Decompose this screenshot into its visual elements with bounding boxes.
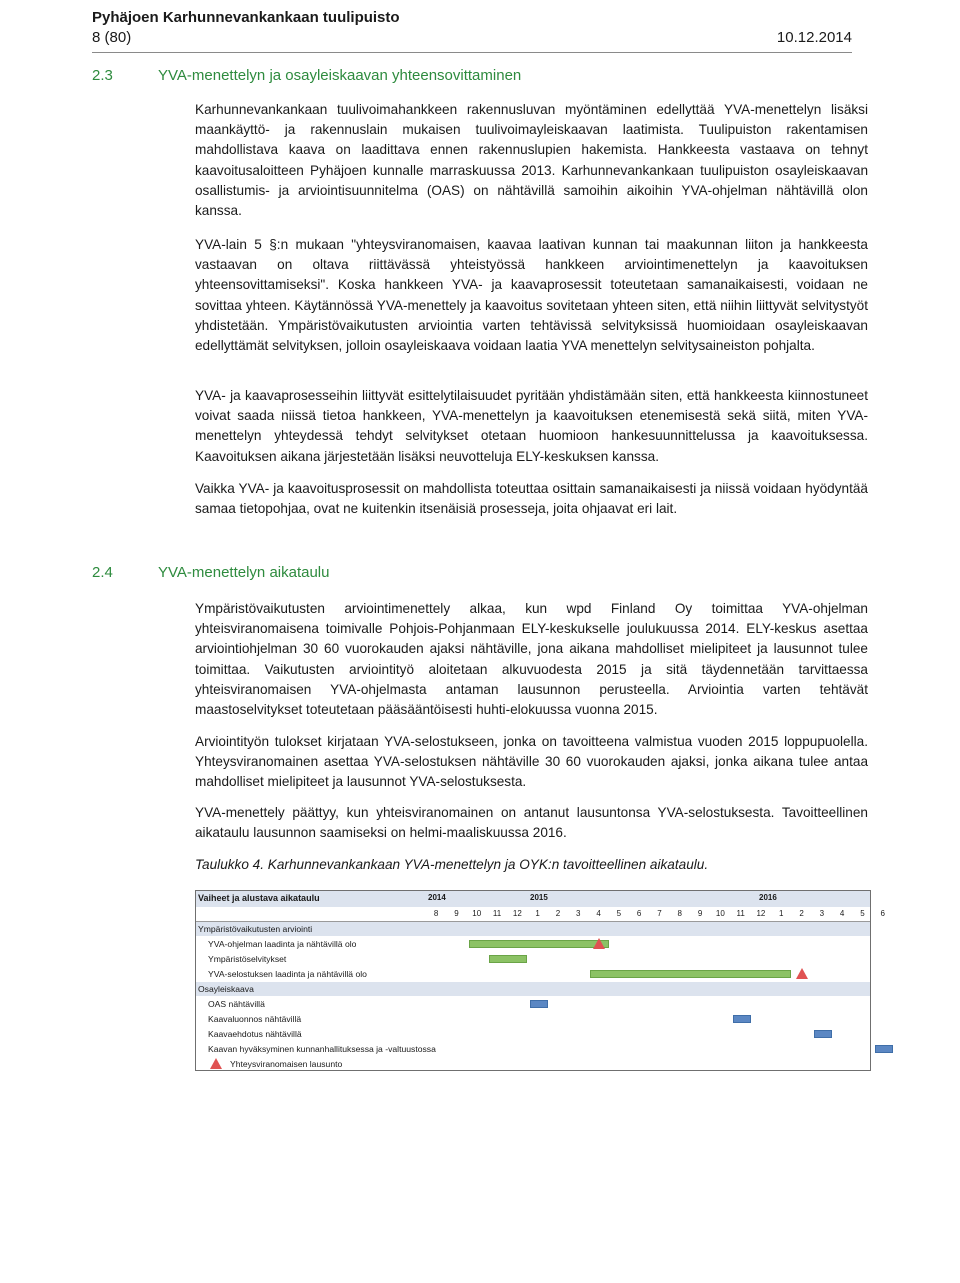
section-number: 2.4: [92, 564, 113, 581]
paragraph: YVA- ja kaavaprosesseihin liittyvät esittelytilaisuudet pyritään yhdistämään siten, että hankkeesta kiinnostuneet voivat saada niissä tietoa hankkeen, YVA-menettelyn ja kaavoituksen etenemisestä sekä siitä, miten YVA-menettelyn yhteydessä tehdyt selvitykset otetaan huomioon hankesuunnittelussa ja kaavoituksessa. Kaavoituksen aikana järjestetään lisäksi neuvotteluja ELY-keskuksen kanssa.: [195, 388, 868, 464]
month-label: 6: [636, 909, 642, 918]
month-label: 11: [492, 909, 502, 918]
task-label: Kaavan hyväksyminen kunnanhallituksessa ja -valtuustossa: [208, 1044, 436, 1054]
schedule-bar: [733, 1015, 751, 1023]
schedule-bar: [814, 1030, 832, 1038]
header-divider: [92, 52, 852, 53]
gantt-task-row: [196, 1027, 870, 1041]
task-label: YVA-ohjelman laadinta ja nähtävillä olo: [208, 939, 357, 949]
group-label: Osayleiskaava: [198, 984, 254, 994]
month-label: 8: [677, 909, 682, 918]
document-date: 10.12.2014: [776, 29, 852, 46]
month-label: 4: [839, 909, 845, 918]
task-label: Kaavaehdotus nähtävillä: [208, 1029, 302, 1039]
month-label: 12: [512, 909, 522, 918]
gantt-group-row: [196, 922, 870, 936]
schedule-bar: [489, 955, 528, 963]
month-label: 3: [819, 909, 825, 918]
page-number: 8 (80): [92, 29, 132, 46]
gantt-task-row: [196, 997, 870, 1011]
gantt-legend-row: [196, 1057, 870, 1071]
warning-triangle-icon: [796, 968, 808, 979]
section-title: YVA-menettelyn aikataulu: [158, 564, 330, 581]
schedule-bar: [530, 1000, 548, 1008]
schedule-gantt-table: [195, 890, 885, 1071]
table-caption: Taulukko 4. Karhunnevankankaan YVA-menettelyn ja OYK:n tavoitteellinen aikataulu.: [195, 857, 709, 872]
document-title: Pyhäjoen Karhunnevankankaan tuulipuisto: [92, 9, 400, 26]
section-number: 2.3: [92, 67, 113, 84]
month-label: 10: [715, 909, 725, 918]
paragraph: Karhunnevankankaan tuulivoimahankkeen rakennusluvan myöntäminen edellyttää YVA-menettelyn lisäksi maankäyttö- ja rakennuslain mukaisen tuulivoimayleiskaavan laatimista. Tuulipuiston rakentamisen mahdollistava kaava on laadittava ennen rakennuslupien hakemista. Hankkeesta vastaava on tehnyt kaavoitusaloitteen Pyhäjoen kunnalle marraskuussa 2013. Karhunnevankankaan tuulipuiston osayleiskaavan osallistumis- ja arviointisuunnitelma (OAS) on nähtävillä samoihin aikoihin YVA-ohjelman nähtävillä olon kanssa.: [195, 102, 868, 219]
gantt-group-row: [196, 982, 870, 996]
task-label: Ympäristöselvitykset: [208, 954, 287, 964]
gantt-header-label: Vaiheet ja alustava aikataulu: [198, 893, 320, 903]
section-heading-2-4: [92, 563, 329, 583]
task-label: OAS nähtävillä: [208, 999, 265, 1009]
month-label: 9: [697, 909, 703, 918]
month-label: 11: [736, 909, 745, 918]
month-label: 5: [616, 909, 622, 918]
page-header: [92, 8, 852, 48]
year-label: 2015: [530, 893, 548, 902]
month-label: 1: [535, 909, 540, 918]
gantt-task-row: [196, 1042, 870, 1056]
task-label: YVA-selostuksen laadinta ja nähtävillä olo: [208, 969, 367, 979]
month-label: 10: [472, 909, 482, 918]
group-label: Ympäristövaikutusten arviointi: [198, 924, 313, 934]
month-label: 4: [596, 909, 601, 918]
gantt-task-row: [196, 952, 870, 966]
paragraph: Arviointityön tulokset kirjataan YVA-selostukseen, jonka on tavoitteena valmistua vuoden 2015 loppupuolella. Yhteysviranomainen asettaa YVA-selostuksen nähtäville 30 60 vuorokauden ajaksi, jonka aikana tulee antaa mahdolliset mielipiteet ja lausunnot YVA-selostuksesta.: [195, 734, 868, 790]
section-heading-2-3: [92, 66, 521, 86]
task-label: Kaavaluonnos nähtävillä: [208, 1014, 302, 1024]
month-label: 1: [779, 909, 784, 918]
schedule-bar: [875, 1045, 893, 1053]
year-label: 2016: [759, 893, 777, 902]
legend-label: Yhteysviranomaisen lausunto: [230, 1059, 343, 1069]
gantt-header-row: [196, 891, 870, 907]
month-label: 7: [657, 909, 662, 918]
gantt-month-row: [196, 907, 885, 922]
warning-triangle-icon: [593, 938, 605, 949]
gantt-task-row: [196, 937, 870, 951]
paragraph: YVA-menettely päättyy, kun yhteisviranomainen on antanut lausuntonsa YVA-selostuksesta. Tavoitteellinen aikataulu lausunnon saamiseksi on helmi-maaliskuussa 2016.: [195, 805, 868, 841]
schedule-bar: [469, 940, 609, 948]
year-label: 2014: [428, 893, 446, 902]
warning-triangle-icon: [210, 1058, 222, 1069]
paragraph: Vaikka YVA- ja kaavoitusprosessit on mahdollista toteuttaa osittain samanaikaisesti ja niissä voidaan hyödyntää samaa tietopohjaa, ovat ne kuitenkin itsenäisiä prosesseja, joita ohjaavat eri lait.: [195, 481, 868, 517]
month-label: 5: [860, 909, 865, 918]
month-label: 12: [756, 909, 766, 918]
month-label: 9: [454, 909, 459, 918]
paragraph: YVA-lain 5 §:n mukaan "yhteysviranomaisen, kaavaa laativan kunnan tai maakunnan liiton ja hankkeesta vastaavan on oltava riittävässä yhteistyössä hankkeen arviointimenettelyn ja kaavoituksen yhteensovittamiseksi". Koska hankkeen YVA- ja kaavaprosessit toteutetaan samanaikaisesti, voidaan ne sovittaa yhteen. Käytännössä YVA-menettely ja kaavoitus sovitetaan yhteen siten, että niihin liittyvät selvitystyöt yhdistetään. Ympäristövaikutusten arviointia varten tehtävissä selvityksissä huomioidaan osayleiskaavan edellyttämät selvityksen, jolloin osayleiskaava voidaan laatia YVA menettelyn selvitysaineiston pohjalta.: [195, 237, 868, 354]
paragraph: Ympäristövaikutusten arviointimenettely alkaa, kun wpd Finland Oy toimittaa YVA-ohjelman yhteisviranomaisena toimivalle Pohjois-Pohjanmaan ELY-keskukselle joulukuussa 2014. ELY-keskus asettaa arviointiohjelman 30 60 vuorokauden ajaksi nähtäville, jona aikana mahdolliset mielipiteet ja lausunnot tulee toimittaa. Vaikutusten arviointityö aloitetaan alkuvuodesta 2015 ja sitä täydennetään tarvittaessa yhteisviranomaisen YVA-ohjelmasta antaman lausunnon perusteella. Arviointia varten tehtävät maastoselvitykset toteutetaan pääsääntöisesti huhti-elokuussa vuonna 2015.: [195, 601, 868, 718]
month-label: 2: [555, 909, 561, 918]
month-label: 3: [576, 909, 581, 918]
gantt-task-row: [196, 1012, 870, 1026]
section-title: YVA-menettelyn ja osayleiskaavan yhteensovittaminen: [158, 67, 522, 84]
schedule-bar: [590, 970, 791, 978]
month-label: 2: [799, 909, 804, 918]
gantt-task-row: [196, 967, 870, 981]
month-label: 6: [880, 909, 885, 918]
header-meta: [92, 28, 852, 48]
month-label: 8: [433, 909, 439, 918]
